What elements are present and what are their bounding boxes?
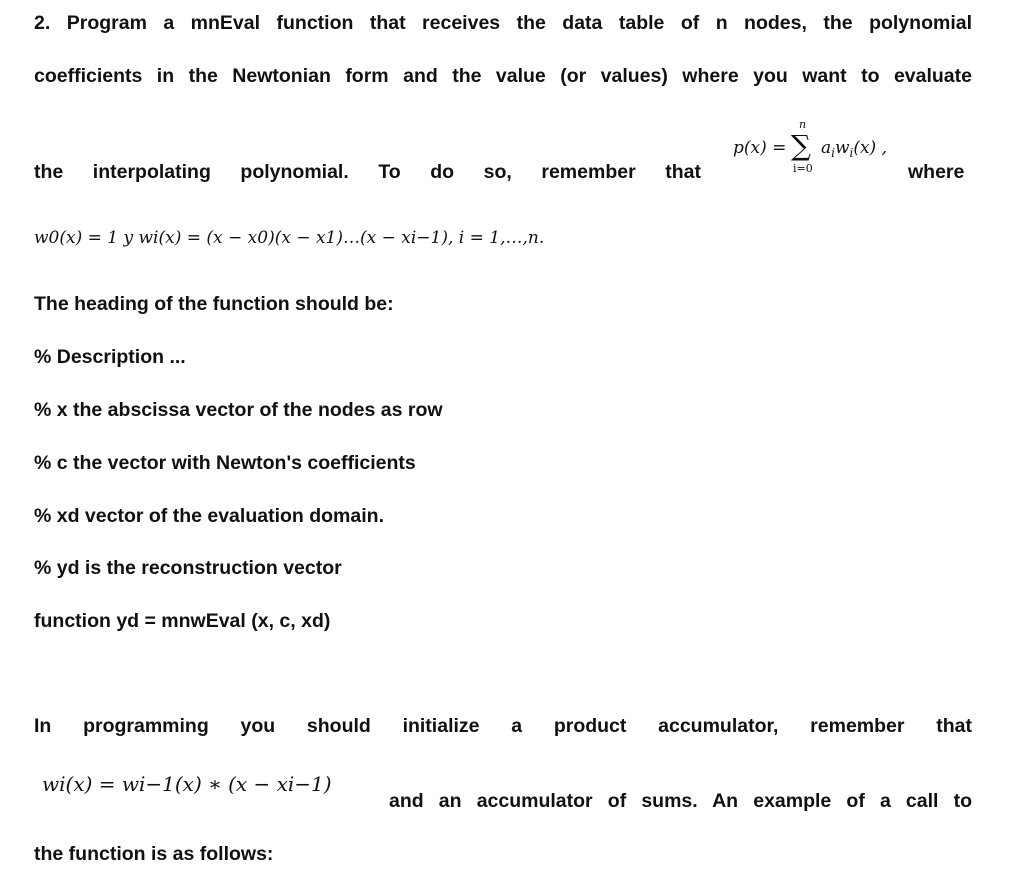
p2-word: initialize (402, 715, 480, 737)
paragraph2-line1 (34, 717, 972, 737)
paragraph1-line3 (34, 163, 701, 183)
heading-intro (34, 295, 394, 315)
p2-word: should (306, 715, 371, 737)
line3-word: so, (483, 161, 512, 183)
function-signature (34, 612, 330, 632)
comment-line (34, 348, 186, 368)
sum-body: $a_iw_i(x)$ , (821, 138, 887, 161)
comment-x: % x the abscissa vector of the nodes as row (34, 399, 443, 421)
p2-word: that (936, 715, 972, 737)
line3-word: polynomial. (240, 161, 349, 183)
sum-body-x: (x) , (853, 138, 887, 158)
line3-word: To (378, 161, 401, 183)
comment-c: % c the vector with Newton's coefficients (34, 452, 416, 474)
line3-end-word: where (908, 161, 965, 183)
p2-word: In (34, 715, 52, 737)
p2-word: remember (810, 715, 905, 737)
sum-symbol: ∑ (791, 129, 811, 162)
sum-lower-limit: i=0 (793, 162, 813, 175)
formula-p-lhs-text: p(x) = (733, 138, 787, 158)
paragraph2-line2 (389, 792, 972, 812)
comment-yd: % yd is the reconstruction vector (34, 557, 342, 579)
line3-word: remember (541, 161, 636, 183)
paragraph2-line2-text: and an accumulator of sums. An example of a call to (389, 790, 972, 812)
comment-line (34, 401, 443, 421)
formula-recurrence-text: wi(x) = wi−1(x) ∗ (x − xi−1) (42, 772, 332, 796)
comment-line (34, 507, 384, 527)
formula-recurrence (42, 772, 332, 796)
formula-p-lhs (733, 138, 786, 158)
paragraph2-line3 (34, 845, 273, 865)
p2-word: programming (83, 715, 209, 737)
paragraph1-line1-text: 2. Program a mnEval function that receives the data table of n nodes, the polynomial (34, 12, 972, 34)
sum-body-a: a (821, 138, 832, 158)
line3-word: do (430, 161, 455, 183)
line3-word: interpolating (92, 161, 211, 183)
paragraph1-line1 (34, 14, 972, 34)
paragraph1-line2-text: coefficients in the Newtonian form and the value (or values) where you want to evaluate (34, 65, 972, 87)
function-signature-text: function yd = mnwEval (x, c, xd) (34, 610, 331, 632)
comment-line (34, 454, 416, 474)
p2-word: you (240, 715, 276, 737)
paragraph2-line3-text: the function is as follows: (34, 843, 274, 865)
line3-word: the (34, 161, 64, 183)
formula-w-text: w0(x) = 1 y wi(x) = (x − x0)(x − x1)…(x − xi−1), i = 1,…,n. (34, 228, 545, 248)
p2-word: accumulator, (658, 715, 779, 737)
sum-body-w: w (834, 138, 850, 158)
paragraph1-line2 (34, 67, 972, 87)
heading-intro-text: The heading of the function should be: (34, 293, 394, 315)
p2-word: product (553, 715, 627, 737)
p2-word: a (511, 715, 523, 737)
comment-line (34, 559, 342, 579)
comment-xd: % xd vector of the evaluation domain. (34, 505, 384, 527)
line3-word: that (665, 161, 701, 183)
formula-p-sum (733, 112, 933, 182)
comment-description: % Description ... (34, 346, 186, 368)
sum-upper-limit: n (799, 118, 807, 131)
formula-w (34, 228, 544, 248)
